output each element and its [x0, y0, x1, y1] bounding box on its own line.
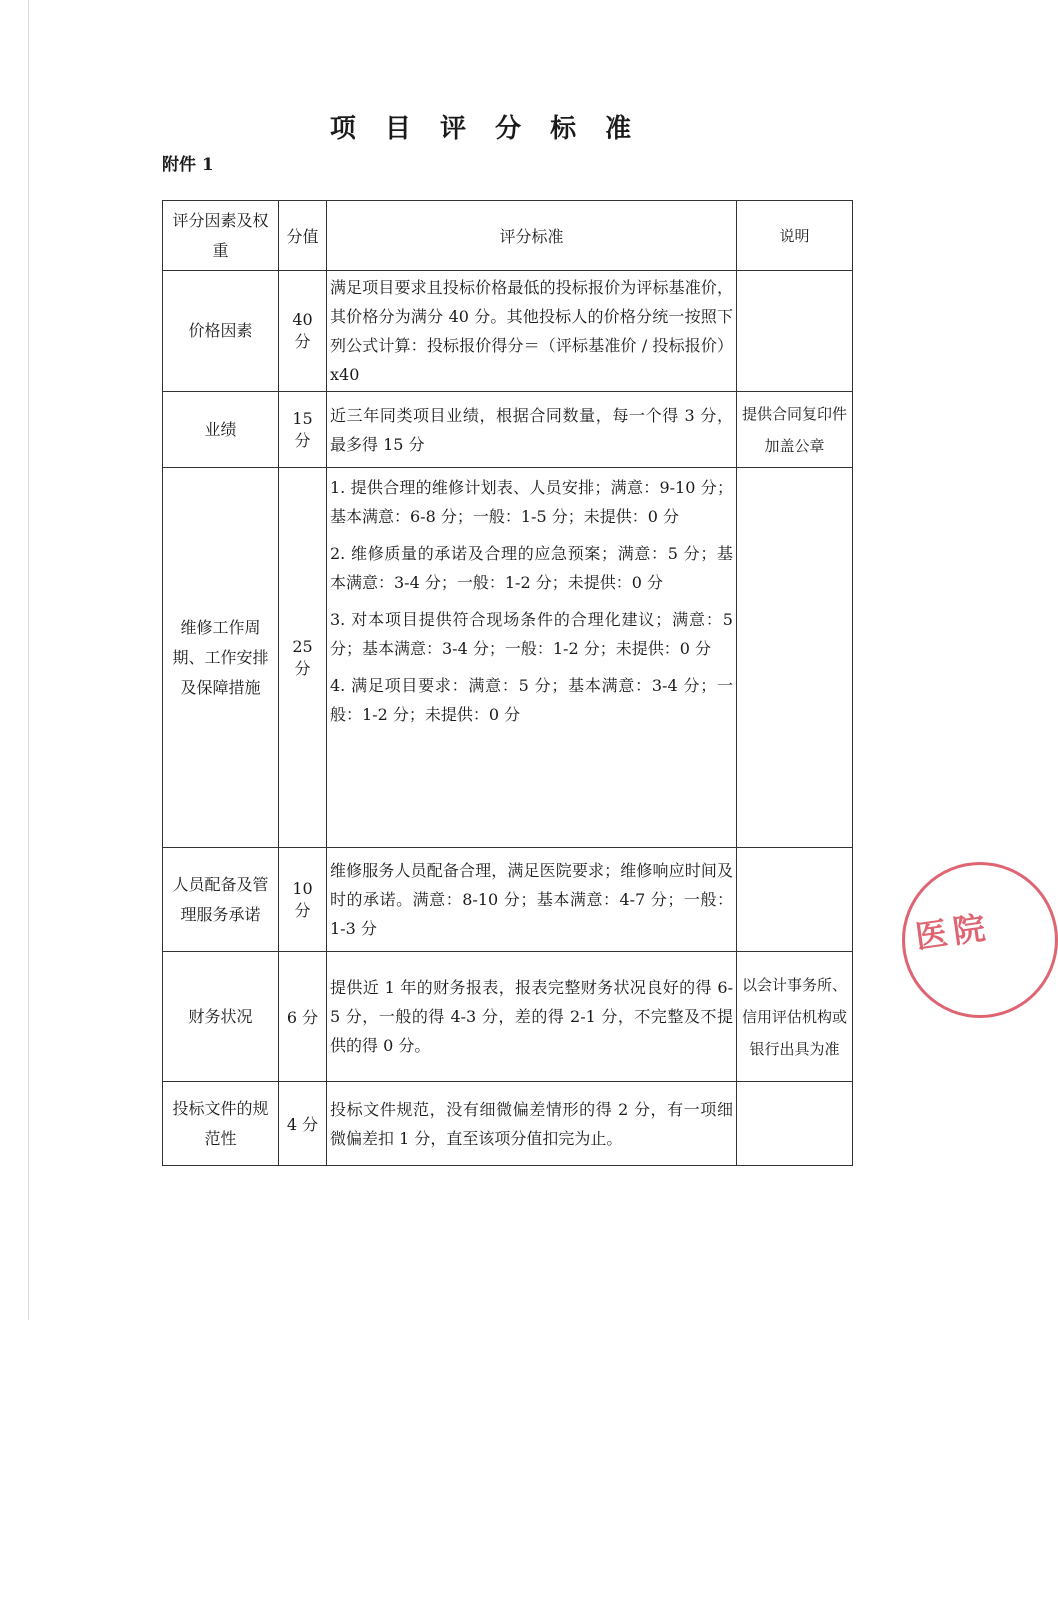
row-note: [737, 468, 853, 848]
table-row: [163, 468, 853, 848]
scoring-criteria-table: [162, 200, 853, 1166]
row-criteria: [327, 952, 737, 1082]
row-factor: 投标文件的规范性: [163, 1082, 279, 1166]
row-factor: 业绩: [163, 392, 279, 468]
row-criteria: [327, 1082, 737, 1166]
table-row: [163, 271, 853, 392]
table-row: [163, 952, 853, 1082]
row-score: 25 分: [279, 468, 327, 848]
table-row: [163, 1082, 853, 1166]
header-note: 说明: [737, 201, 853, 271]
row-criteria: [327, 468, 737, 848]
criteria-text: 投标文件规范，没有细微偏差情形的得 2 分，有一项细微偏差扣 1 分，直至该项分值扣完为止。: [330, 1099, 733, 1148]
row-note: [737, 271, 853, 392]
header-score: 分值: [279, 201, 327, 271]
table-header-row: [163, 201, 853, 271]
row-score: 40 分: [279, 271, 327, 392]
criteria-item: 2. 维修质量的承诺及合理的应急预案；满意：5 分；基本满意：3-4 分；一般：1-2 分；未提供：0 分: [330, 544, 733, 592]
row-note: [737, 848, 853, 952]
row-factor: 价格因素: [163, 271, 279, 392]
row-criteria: [327, 392, 737, 468]
row-note: [737, 1082, 853, 1166]
criteria-text: 满足项目要求且投标价格最低的投标报价为评标基准价，其价格分为满分 40 分。其他投标人的价格分统一按照下列公式计算：投标报价得分＝（评标基准价 / 投标报价）x40: [330, 278, 733, 384]
row-score: 4 分: [279, 1082, 327, 1166]
criteria-item: 3. 对本项目提供符合现场条件的合理化建议；满意：5 分；基本满意：3-4 分；一般：1-2 分；未提供：0 分: [330, 610, 733, 658]
row-note: 以会计事务所、信用评估机构或银行出具为准: [737, 952, 853, 1082]
criteria-text: 近三年同类项目业绩，根据合同数量，每一个得 3 分，最多得 15 分: [330, 405, 733, 454]
criteria-item: 1. 提供合理的维修计划表、人员安排；满意：9-10 分；基本满意：6-8 分；一般：1-5 分；未提供：0 分: [330, 478, 733, 526]
header-criteria: 评分标准: [327, 201, 737, 271]
attachment-label: 附件 1: [162, 155, 214, 175]
seal-text: 医院: [913, 907, 994, 957]
criteria-item: 4. 满足项目要求：满意：5 分；基本满意：3-4 分；一般：1-2 分；未提供：0 分: [330, 676, 733, 724]
scan-edge-line: [28, 0, 29, 1320]
table-row: [163, 392, 853, 468]
criteria-text: 提供近 1 年的财务报表，报表完整财务状况良好的得 6-5 分，一般的得 4-3 分，差的得 2-1 分，不完整及不提供的得 0 分。: [330, 978, 733, 1055]
row-factor: 财务状况: [163, 952, 279, 1082]
row-criteria: [327, 271, 737, 392]
hospital-seal-stamp: [902, 862, 1058, 1018]
row-note: 提供合同复印件加盖公章: [737, 392, 853, 468]
row-criteria: [327, 848, 737, 952]
row-score: 15 分: [279, 392, 327, 468]
table-row: [163, 848, 853, 952]
criteria-text: 维修服务人员配备合理，满足医院要求；维修响应时间及时的承诺。满意：8-10 分；基本满意：4-7 分；一般：1-3 分: [330, 861, 733, 938]
row-factor: 维修工作周期、工作安排及保障措施: [163, 468, 279, 848]
header-factor: 评分因素及权重: [163, 201, 279, 271]
document-title: 项 目 评 分 标 准: [329, 114, 642, 144]
row-score: 6 分: [279, 952, 327, 1082]
row-score: 10 分: [279, 848, 327, 952]
row-factor: 人员配备及管理服务承诺: [163, 848, 279, 952]
